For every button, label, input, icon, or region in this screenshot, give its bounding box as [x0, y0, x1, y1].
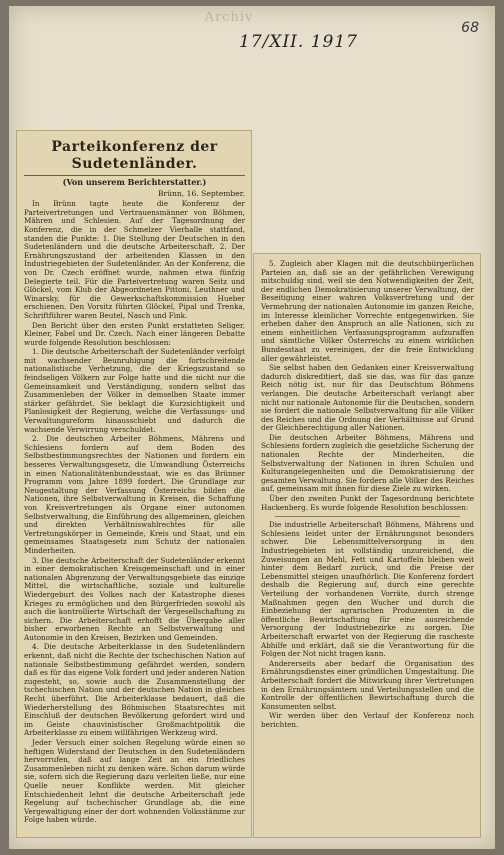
article-paragraph: 1. Die deutsche Arbeiterschaft der Sudetenländer verfolgt mit wachsender Beunruhigung die fortschreitende nationalistische Verhetzung, die der Kriegszustand so feindseligen Völkern zur Folge hatte und die nicht nur die Gemeinsamkeit und Verständigung, sondern selbst das Zusammenleben der Völker in demselben Staate immer stärker gefährdet. Sie beklagt die Kurzsichtigkeit und Planlosigkeit der Regierung, welche die Verfassungs- und Verwaltungsreform hinausschiebt und dadurch die wachsende Verwirrung verschuldet. [24, 347, 245, 434]
article-paragraph: Andererseits aber bedarf die Organisation des Ernährungsdienstes einer gründlichen Umgestaltung. Die Arbeiterschaft fordert die Mitwirkung ihrer Vertretungen in den Ernährungsämtern und Verteilungsstellen und die Kontrolle der öffentlichen Bewirtschaftung durch die Konsumenten selbst. [261, 658, 474, 711]
article-paragraph: 3. Die deutsche Arbeiterschaft der Sudetenländer erkennt in einer demokratischen Kreisgemeinschaft und in einer nationalen Abgrenzung der Verwaltungsgebiete das einzige Mittel, die wirtschaftliche, soziale und kulturelle Wiedergeburt des Volkes nach der Katastrophe dieses Krieges zu ermöglichen und den Bürgerfrieden sowohl als auch die kontrollierte Wirtschaft der Vergesellschaftung zu sichern. Die Arbeiterschaft erhofft die Übergabe aller bisher erworbenen Rechte an Selbstverwaltung und Autonomie in den Kreisen, Bezirken und Gemeinden. [24, 555, 245, 642]
article-headline: Parteikonferenz der Sudetenländer. [24, 139, 245, 176]
article-paragraph: Wir werden über den Verlauf der Konferenz noch berichten. [261, 711, 474, 729]
article-dateline: Brünn, 16. September. [157, 188, 245, 198]
article-paragraph: In Brünn tagte heute die Konferenz der Parteivertretungen und Vertrauensmänner von Böhmen, Mähren und Schlesien. Auf der Tagesordnung der Konferenz, die in der Schmelzer Vierhalle stattfand, standen die Punkte: 1. Die Stellung der Deutschen in den Sudetenländern und die deutsche Arbeiterschaft. 2. Der Ernährungszustand der arbeitenden Klassen in den Industriegebieten der Sudetenländer. An der Konferenz, die von Dr. Czech eröffnet wurde, nahmen etwa fünfzig Delegierte teil. Für die Parteivertretung waren Seitz und Glöckel, vom Klub der Abgeordneten Pittoni, Leuthner und Winarsky, für die Gewerkschaftskommission Hueber erschienen. Den Vorsitz führten Glöckel, Pipal und Trenka, Schriftführer waren Beutel, Nasch und Fink. [24, 199, 245, 320]
section-divider [275, 516, 460, 517]
article-paragraph: 2. Die deutschen Arbeiter Böhmens, Mährens und Schlesiens fordern auf dem Boden des Selbstbestimmungsrechtes der Nationen und fordern ein besseres Verwaltungsgesetz, die Umwandlung Österreichs in einen Nationalitätenbundesstaat, wie es das Brünner Programm vom Jahre 1899 fordert. Die Grundlage zur Neugestaltung der Verfassung Österreichs bilden die Nationen, ihre Selbstverwaltung in Kreisen, die Schaffung von Kreisvertretungen als Organe einer autonomen Selbstverwaltung, die Einführung des allgemeinen, gleichen und direkten Verhältniswahlrechtes für alle Vertretungskörper in Gemeinde, Kreis und Staat, und ein gemeinsames Staatsgesetz zum Schutz der nationalen Minderheiten. [24, 434, 245, 555]
article-byline: (Von unserem Berichterstatter.) [62, 177, 207, 187]
article-paragraph: 4. Die deutsche Arbeiterklasse in den Sudetenländern erkennt, daß nicht die Rechte der tschechischen Nation auf nationale Selbstbestimmung gefährdet werden, sondern daß es für das eigene Volk fordert und jeder anderen Nation zugesteht, so, sowie auch die Zusammenstellung der tschechischen Nation und der deutschen Nation in gleiches Recht überführt. Die Arbeiterklasse bedauert, daß die Wiederherstellung des Böhmischen Staatsrechtes mit Einschluß der deutschen Bevölkerung gefordert wird und im Geiste chauvinistischer Großmachtpolitik die Arbeiterklasse zu einem willfährigen Werkzeug wird. [24, 642, 245, 738]
archive-stamp: Archiv [204, 10, 254, 25]
article-paragraph: Jeder Versuch einer solchen Regelung würde einen so heftigen Widerstand der Deutschen in den Sudetenländern hervorrufen, daß auf lange Zeit an ein friedliches Zusammenleben nicht zu denken wäre. Schon darum würde sie, sofern sich die Regierung dazu verleiten ließe, nur eine Quelle neuer Konflikte werden. Mit gleicher Entschiedenheit lehnt die deutsche Arbeiterschaft jede Regelung auf tschechischer Grundlage ab, die eine Vergewaltigung einer der dort wohnenden Volksstämme zur Folge haben würde. [24, 738, 245, 825]
article-paragraph: Sie selbst haben den Gedanken einer Kreisverwaltung dadurch diskreditiert, daß sie das, was für das ganze Reich nötig ist, nur für das Deutschtum Böhmens verlangen. Die deutsche Arbeiterschaft verlangt aber nicht nur nationale Autonomie für die Deutschen, sondern sie fordert die nationale Selbstverwaltung für alle Völker des Reiches und die Ordnung der Verhältnisse auf Grund der Gleichberechtigung aller Nationen. [261, 363, 474, 433]
article-paragraph: Die deutschen Arbeiter Böhmens, Mährens und Schlesiens fordern zugleich die gesetzliche Sicherung der nationalen Rechte der Minderheiten, die Selbstverwaltung der Nationen in ihren Schulen und Kulturangelegenheiten und die Demokratisierung der gesamten Verwaltung. Sie fordern alle Völker des Reiches auf, gemeinsam mit ihnen für diese Ziele zu wirken. [261, 432, 474, 494]
clipping-left-column [16, 130, 252, 838]
clipping-right-column [253, 253, 481, 838]
article-paragraph: Den Bericht über den ersten Punkt erstatteten Seliger, Kleiner, Fabel und Dr. Czech. Nach einer längeren Debatte wurde folgende Resolution beschlossen: [24, 320, 245, 347]
article-paragraph: Über den zweiten Punkt der Tagesordnung berichtete Hackenberg. Es wurde folgende Resolution beschlossen: [261, 494, 474, 512]
handwritten-date: 17/XII. 1917 [239, 32, 358, 52]
folio-number: 68 [461, 20, 479, 36]
article-paragraph: Die industrielle Arbeiterschaft Böhmens, Mährens und Schlesiens leidet unter der Ernährungsnot besonders schwer. Die Lebensmittelversorgung in den Industriegebieten ist vollständig unzureichend, die Zuweisungen an Mehl, Fett und Kartoffeln bleiben weit hinter dem Bedarf zurück, und die Preise der Lebensmittel steigen unaufhörlich. Die Konferenz fordert deshalb die Regierung auf, durch eine gerechte Verteilung der vorhandenen Vorräte, durch strenge Maßnahmen gegen den Wucher und durch die Einbeziehung der agrarischen Produzenten in die öffentliche Bewirtschaftung für eine ausreichende Versorgung der Industriebezirke zu sorgen. Die Arbeiterschaft erwartet von der Regierung die rascheste Abhilfe und erklärt, daß sie die Verantwortung für die Folgen der Not nicht tragen kann. [261, 520, 474, 659]
article-paragraph: 5. Zugleich aber Klagen mit die deutschbürgerlichen Parteien an, daß sie an der gefährlichen Verewigung mitschuldig sind, weil sie den Notwendigkeiten der Zeit, der endlichen Demokratisierung unserer Verwaltung, der Beseitigung einer wahren Volksvertretung und der Vermehrung der nationalen Autonomie im ganzen Reiche, im Interesse kleinlicher Vorrechte entgegenwirken. Sie erheben daher den Anspruch an alle Nationen, sich zu einem einheitlichen Verfassungsprogramm aufzuraffen und sämtliche Völker Österreichs zu einem wirklichen Bundesstaat zu vereinigen, der die freie Entwicklung aller gewährleistet. [261, 259, 474, 363]
